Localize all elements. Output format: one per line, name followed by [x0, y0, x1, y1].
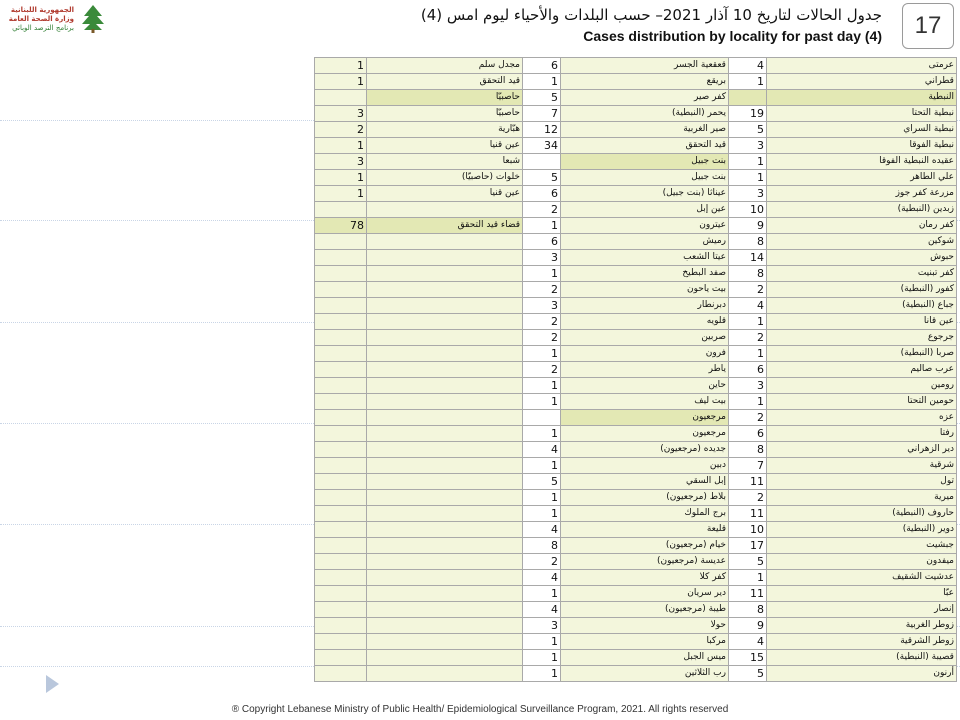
locality-cell: زوطر الغربية — [767, 618, 957, 634]
locality-cell: إبل السقي — [561, 474, 729, 490]
case-count-cell: 1 — [523, 490, 561, 506]
table-row — [315, 394, 957, 410]
locality-cell: علي الطاهر — [767, 170, 957, 186]
case-count-cell: 4 — [523, 522, 561, 538]
case-count-cell — [315, 282, 367, 298]
case-count-cell: 2 — [523, 202, 561, 218]
locality-cell: عين قنيا — [367, 138, 523, 154]
locality-cell: عيترون — [561, 218, 729, 234]
locality-cell: قيد التحقق — [561, 138, 729, 154]
locality-cell: شرقية — [767, 458, 957, 474]
case-count-cell — [315, 458, 367, 474]
play-icon[interactable] — [46, 675, 59, 693]
locality-cell: كفر رمان — [767, 218, 957, 234]
table-row — [315, 58, 957, 74]
locality-cell: عديسة (مرجعيون) — [561, 554, 729, 570]
locality-cell: عزه — [767, 410, 957, 426]
case-count-cell: 4 — [523, 602, 561, 618]
case-count-cell — [315, 266, 367, 282]
locality-cell — [367, 234, 523, 250]
case-count-cell: 3 — [523, 250, 561, 266]
locality-cell: رومين — [767, 378, 957, 394]
page-title-english: Cases distribution by locality for past day (4) — [583, 28, 882, 44]
locality-cell: قلويه — [561, 314, 729, 330]
case-count-cell: 1 — [523, 650, 561, 666]
case-count-cell — [315, 330, 367, 346]
case-count-cell — [315, 250, 367, 266]
case-count-cell: 1 — [315, 186, 367, 202]
case-count-cell: 1 — [729, 314, 767, 330]
case-count-cell: 1 — [315, 74, 367, 90]
case-count-cell: 8 — [729, 266, 767, 282]
locality-cell: رفتا — [767, 426, 957, 442]
case-count-cell: 8 — [729, 234, 767, 250]
locality-cell: دوير (النبطية) — [767, 522, 957, 538]
locality-cell: عين قنيا — [367, 186, 523, 202]
locality-cell: نبطية التحتا — [767, 106, 957, 122]
locality-cell — [367, 538, 523, 554]
locality-cell: بيت ليف — [561, 394, 729, 410]
locality-cell: كفر كلا — [561, 570, 729, 586]
locality-cell: عدشيت الشقيف — [767, 570, 957, 586]
case-count-cell: 3 — [315, 154, 367, 170]
case-count-cell: 4 — [729, 298, 767, 314]
case-count-cell: 11 — [729, 506, 767, 522]
case-count-cell: 3 — [523, 618, 561, 634]
case-count-cell — [315, 410, 367, 426]
case-count-cell: 1 — [523, 426, 561, 442]
case-count-cell — [315, 378, 367, 394]
case-count-cell — [315, 570, 367, 586]
case-count-cell: 4 — [523, 442, 561, 458]
table-row — [315, 234, 957, 250]
case-count-cell: 1 — [523, 394, 561, 410]
case-count-cell: 1 — [523, 634, 561, 650]
locality-cell: ميفدون — [767, 554, 957, 570]
table-row — [315, 186, 957, 202]
case-count-cell — [315, 298, 367, 314]
case-count-cell: 1 — [523, 218, 561, 234]
case-count-cell: 1 — [523, 266, 561, 282]
table-row — [315, 378, 957, 394]
case-count-cell: 2 — [523, 554, 561, 570]
case-count-cell: 1 — [523, 506, 561, 522]
locality-cell: مرجعيون — [561, 410, 729, 426]
table-row — [315, 266, 957, 282]
case-count-cell: 8 — [523, 538, 561, 554]
case-count-cell: 15 — [729, 650, 767, 666]
locality-cell — [367, 650, 523, 666]
case-count-cell: 5 — [729, 666, 767, 682]
case-count-cell — [315, 90, 367, 106]
case-count-cell: 4 — [523, 570, 561, 586]
locality-cell: حاصبيّا — [367, 106, 523, 122]
locality-cell: زوطر الشرقية — [767, 634, 957, 650]
case-count-cell: 6 — [523, 234, 561, 250]
case-count-cell: 5 — [729, 554, 767, 570]
case-count-cell: 78 — [315, 218, 367, 234]
case-count-cell: 12 — [523, 122, 561, 138]
locality-cell: بيت ياحون — [561, 282, 729, 298]
case-count-cell: 8 — [729, 442, 767, 458]
case-count-cell: 3 — [523, 298, 561, 314]
table-row — [315, 554, 957, 570]
locality-cell — [367, 410, 523, 426]
case-count-cell: 9 — [729, 218, 767, 234]
locality-cell: حاين — [561, 378, 729, 394]
table-row — [315, 490, 957, 506]
table-row — [315, 458, 957, 474]
locality-cell: عبّا — [767, 586, 957, 602]
table-row — [315, 538, 957, 554]
table-row — [315, 314, 957, 330]
locality-cell: نبطية الفوقا — [767, 138, 957, 154]
locality-cell: قليعة — [561, 522, 729, 538]
locality-cell: شبعا — [367, 154, 523, 170]
locality-cell: صفد البطيخ — [561, 266, 729, 282]
case-count-cell: 1 — [729, 570, 767, 586]
case-count-cell: 3 — [729, 186, 767, 202]
locality-cell: قيد التحقق — [367, 74, 523, 90]
copyright-footer: ® Copyright Lebanese Ministry of Public Health/ Epidemiological Surveillance Program, 2021. All rights reserved — [231, 704, 729, 715]
case-count-cell — [729, 90, 767, 106]
locality-cell — [367, 442, 523, 458]
locality-cell: قضاء قيد التحقق — [367, 218, 523, 234]
case-count-cell: 3 — [315, 106, 367, 122]
case-count-cell: 5 — [523, 474, 561, 490]
locality-cell: عين قانا — [767, 314, 957, 330]
case-count-cell — [315, 602, 367, 618]
locality-cell — [367, 282, 523, 298]
case-count-cell: 1 — [315, 138, 367, 154]
locality-cell — [367, 602, 523, 618]
locality-cell: رب الثلاثين — [561, 666, 729, 682]
locality-cell — [367, 250, 523, 266]
case-count-cell: 3 — [729, 138, 767, 154]
case-count-cell: 1 — [523, 74, 561, 90]
case-count-cell — [315, 234, 367, 250]
case-count-cell: 19 — [729, 106, 767, 122]
locality-cell: جرجوع — [767, 330, 957, 346]
case-count-cell: 1 — [523, 458, 561, 474]
locality-cell: عيناثا (بنت جبيل) — [561, 186, 729, 202]
case-count-cell: 1 — [729, 74, 767, 90]
case-count-cell: 2 — [523, 362, 561, 378]
table-row — [315, 634, 957, 650]
locality-cell: خلوات (حاصبيّا) — [367, 170, 523, 186]
locality-cell — [367, 474, 523, 490]
table-row — [315, 506, 957, 522]
locality-cell: نبطية السراي — [767, 122, 957, 138]
locality-cell: جديده (مرجعيون) — [561, 442, 729, 458]
case-count-cell: 1 — [523, 666, 561, 682]
locality-cell: قطراني — [767, 74, 957, 90]
case-count-cell: 1 — [523, 586, 561, 602]
table-row — [315, 362, 957, 378]
case-count-cell: 34 — [523, 138, 561, 154]
locality-cell — [367, 666, 523, 682]
case-count-cell: 8 — [729, 602, 767, 618]
table-row — [315, 298, 957, 314]
locality-cell: بنت جبيل — [561, 170, 729, 186]
locality-cell: عين إبل — [561, 202, 729, 218]
locality-cell: بنت جبيل — [561, 154, 729, 170]
case-count-cell — [315, 554, 367, 570]
table-row — [315, 410, 957, 426]
table-row — [315, 618, 957, 634]
case-count-cell — [315, 314, 367, 330]
locality-cell: دبين — [561, 458, 729, 474]
table-row — [315, 330, 957, 346]
locality-cell — [367, 506, 523, 522]
case-count-cell — [315, 490, 367, 506]
case-count-cell: 2 — [729, 410, 767, 426]
locality-cell: دبرنطار — [561, 298, 729, 314]
locality-cell — [367, 202, 523, 218]
case-count-cell — [315, 474, 367, 490]
case-count-cell: 2 — [729, 330, 767, 346]
case-count-cell: 5 — [523, 170, 561, 186]
case-count-cell — [315, 538, 367, 554]
locality-cell: خيام (مرجعيون) — [561, 538, 729, 554]
logo-line-1: الجمهورية اللبنانية — [10, 6, 74, 14]
locality-cell: حاروف (النبطية) — [767, 506, 957, 522]
page-title-arabic: جدول الحالات لتاريخ 10 آذار 2021– حسب البلدات والأحياء ليوم امس (4) — [420, 6, 882, 24]
case-count-cell — [315, 442, 367, 458]
case-count-cell: 4 — [729, 58, 767, 74]
case-count-cell — [315, 666, 367, 682]
locality-cell: دير الزهراني — [767, 442, 957, 458]
cases-table — [314, 57, 957, 682]
table-row — [315, 570, 957, 586]
case-count-cell: 6 — [729, 362, 767, 378]
table-row — [315, 202, 957, 218]
case-count-cell: 7 — [523, 106, 561, 122]
case-count-cell — [315, 506, 367, 522]
table-row — [315, 138, 957, 154]
locality-cell: ميس الجبل — [561, 650, 729, 666]
table-row — [315, 90, 957, 106]
page-number: 17 — [902, 3, 954, 49]
case-count-cell: 1 — [523, 346, 561, 362]
table-row — [315, 122, 957, 138]
case-count-cell: 9 — [729, 618, 767, 634]
locality-cell: صير الغربية — [561, 122, 729, 138]
locality-cell: حومين التحتا — [767, 394, 957, 410]
locality-cell — [367, 554, 523, 570]
table-row — [315, 522, 957, 538]
table-row — [315, 586, 957, 602]
logo-text — [6, 6, 74, 33]
case-count-cell: 10 — [729, 522, 767, 538]
locality-cell: النبطية — [767, 90, 957, 106]
case-count-cell: 6 — [523, 58, 561, 74]
table-row — [315, 426, 957, 442]
locality-cell: عرمتى — [767, 58, 957, 74]
ministry-logo — [6, 4, 106, 40]
case-count-cell — [523, 154, 561, 170]
locality-cell: حولا — [561, 618, 729, 634]
locality-cell — [367, 298, 523, 314]
locality-cell: كفر صير — [561, 90, 729, 106]
locality-cell: كفور (النبطية) — [767, 282, 957, 298]
table-row — [315, 74, 957, 90]
locality-cell — [367, 586, 523, 602]
case-count-cell: 2 — [729, 282, 767, 298]
case-count-cell — [315, 394, 367, 410]
table-row — [315, 442, 957, 458]
locality-cell: كفر تبنيت — [767, 266, 957, 282]
case-count-cell: 1 — [315, 58, 367, 74]
locality-cell: تول — [767, 474, 957, 490]
case-count-cell: 7 — [729, 458, 767, 474]
locality-cell: عقيده النبطية الفوقا — [767, 154, 957, 170]
locality-cell: دير سريان — [561, 586, 729, 602]
case-count-cell: 2 — [523, 282, 561, 298]
case-count-cell: 4 — [729, 634, 767, 650]
locality-cell: أرنون — [767, 666, 957, 682]
locality-cell — [367, 618, 523, 634]
locality-cell: عرب صاليم — [767, 362, 957, 378]
case-count-cell: 5 — [523, 90, 561, 106]
case-count-cell: 2 — [523, 314, 561, 330]
locality-cell: حاصبيّا — [367, 90, 523, 106]
locality-cell: ميرية — [767, 490, 957, 506]
case-count-cell: 2 — [315, 122, 367, 138]
case-count-cell: 2 — [523, 330, 561, 346]
locality-cell — [367, 346, 523, 362]
case-count-cell: 1 — [729, 346, 767, 362]
locality-cell: مركبا — [561, 634, 729, 650]
locality-cell — [367, 314, 523, 330]
locality-cell: صربا (النبطية) — [767, 346, 957, 362]
case-count-cell — [315, 522, 367, 538]
locality-cell: مجدل سلم — [367, 58, 523, 74]
cedar-icon — [80, 4, 106, 34]
case-count-cell — [315, 650, 367, 666]
case-count-cell: 3 — [729, 378, 767, 394]
table-row — [315, 650, 957, 666]
locality-cell — [367, 378, 523, 394]
case-count-cell — [315, 426, 367, 442]
case-count-cell: 17 — [729, 538, 767, 554]
locality-cell: يحمر (النبطية) — [561, 106, 729, 122]
locality-cell: ياطر — [561, 362, 729, 378]
locality-cell — [367, 522, 523, 538]
case-count-cell: 11 — [729, 474, 767, 490]
table-row — [315, 602, 957, 618]
case-count-cell: 14 — [729, 250, 767, 266]
locality-cell: هبّارية — [367, 122, 523, 138]
locality-cell — [367, 330, 523, 346]
case-count-cell — [315, 202, 367, 218]
locality-cell: عيتا الشعب — [561, 250, 729, 266]
locality-cell — [367, 570, 523, 586]
logo-line-2: وزارة الصحة العامة — [8, 15, 74, 23]
locality-cell: صربين — [561, 330, 729, 346]
table-row — [315, 106, 957, 122]
locality-cell: بلاط (مرجعيون) — [561, 490, 729, 506]
locality-cell: مرجعيون — [561, 426, 729, 442]
locality-cell — [367, 426, 523, 442]
case-count-cell — [315, 634, 367, 650]
case-count-cell: 11 — [729, 586, 767, 602]
logo-line-3: برنامج الترصد الوبائي — [12, 24, 74, 32]
case-count-cell: 1 — [729, 394, 767, 410]
table-row — [315, 474, 957, 490]
locality-cell: شوكين — [767, 234, 957, 250]
locality-cell: جباع (النبطية) — [767, 298, 957, 314]
case-count-cell — [315, 586, 367, 602]
locality-cell: فرون — [561, 346, 729, 362]
case-count-cell: 6 — [523, 186, 561, 202]
locality-cell: قعقعية الجسر — [561, 58, 729, 74]
case-count-cell: 6 — [729, 426, 767, 442]
table-row — [315, 666, 957, 682]
locality-cell — [367, 458, 523, 474]
case-count-cell — [315, 362, 367, 378]
case-count-cell: 1 — [523, 378, 561, 394]
table-row — [315, 250, 957, 266]
table-row — [315, 282, 957, 298]
case-count-cell: 1 — [729, 154, 767, 170]
table-row — [315, 346, 957, 362]
locality-cell — [367, 266, 523, 282]
locality-cell — [367, 394, 523, 410]
table-row — [315, 218, 957, 234]
locality-cell: حبوش — [767, 250, 957, 266]
locality-cell: جبشيت — [767, 538, 957, 554]
locality-cell: زبدين (النبطية) — [767, 202, 957, 218]
case-count-cell: 2 — [729, 490, 767, 506]
locality-cell — [367, 362, 523, 378]
locality-cell — [367, 634, 523, 650]
locality-cell: برج الملوك — [561, 506, 729, 522]
locality-cell: قصيبة (النبطية) — [767, 650, 957, 666]
table-row — [315, 170, 957, 186]
case-count-cell: 5 — [729, 122, 767, 138]
locality-cell: طيبة (مرجعيون) — [561, 602, 729, 618]
locality-cell: مزرعة كفر جوز — [767, 186, 957, 202]
case-count-cell — [523, 410, 561, 426]
case-count-cell — [315, 618, 367, 634]
case-count-cell: 1 — [729, 170, 767, 186]
case-count-cell — [315, 346, 367, 362]
locality-cell — [367, 490, 523, 506]
locality-cell: إنصار — [767, 602, 957, 618]
table-row — [315, 154, 957, 170]
locality-cell: رميش — [561, 234, 729, 250]
locality-cell: بريقع — [561, 74, 729, 90]
case-count-cell: 10 — [729, 202, 767, 218]
case-count-cell: 1 — [315, 170, 367, 186]
